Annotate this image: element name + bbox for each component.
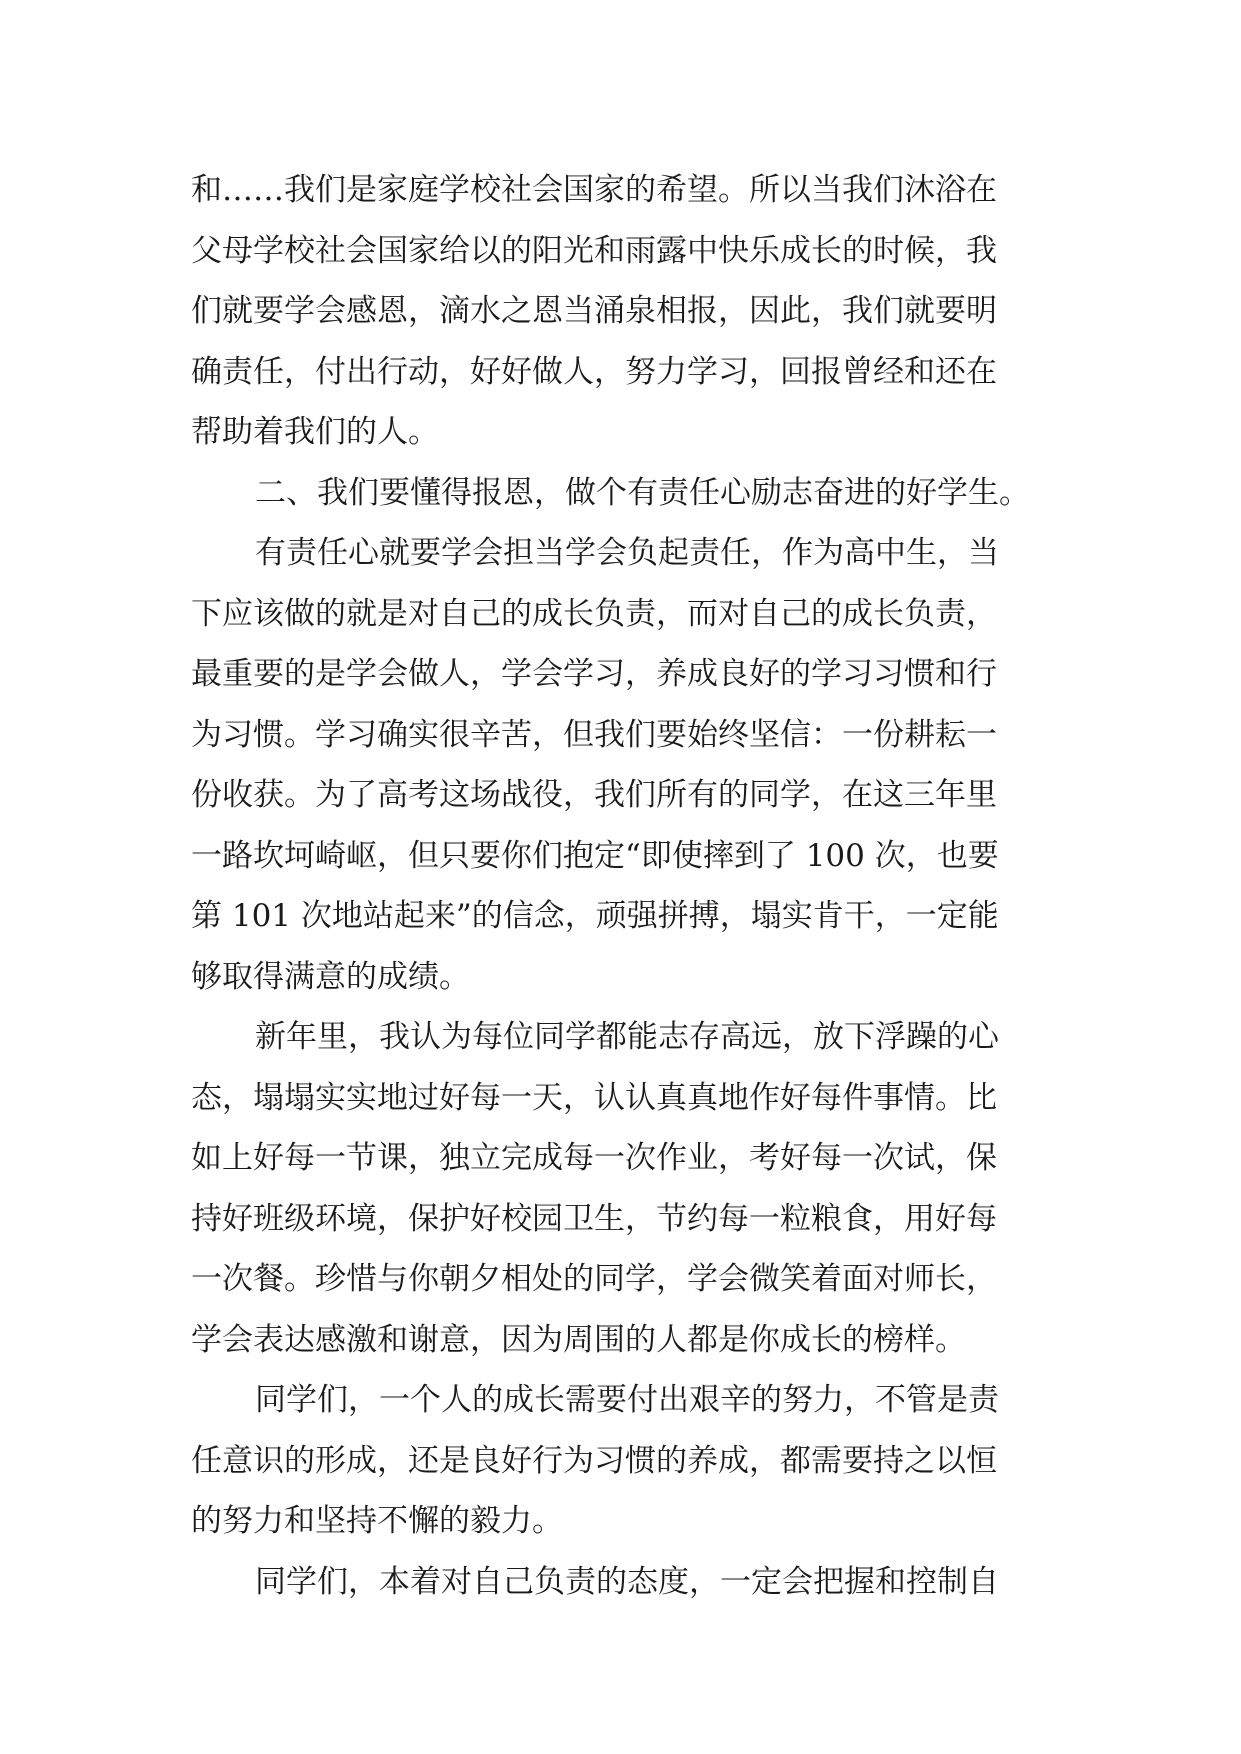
text-line: 下应该做的就是对自己的成长负责，而对自己的成长负责，	[191, 595, 997, 632]
text-line: 为习惯。学习确实很辛苦，但我们要始终坚信：一份耕耘一	[191, 716, 997, 753]
text-line: 有责任心就要学会担当学会负起责任，作为高中生，当	[255, 535, 999, 571]
text-line: 父母学校社会国家给以的阳光和雨露中快乐成长的时候，我	[191, 232, 997, 269]
text-line: 态，塌塌实实地过好每一天，认认真真地作好每件事情。比	[191, 1079, 997, 1116]
text-line: 任意识的形成，还是良好行为习惯的养成，都需要持之以恒	[191, 1442, 997, 1479]
text-line: 如上好每一节课，独立完成每一次作业，考好每一次试，保	[191, 1140, 997, 1176]
text-line: 一次餐。珍惜与你朝夕相处的同学，学会微笑着面对师长，	[191, 1261, 997, 1297]
text-line: 和……我们是家庭学校社会国家的希望。所以当我们沐浴在	[191, 172, 997, 208]
text-line: 持好班级环境，保护好校园卫生，节约每一粒粮食，用好每	[191, 1200, 997, 1237]
text-line: 学会表达感激和谢意，因为周围的人都是你成长的榜样。	[191, 1321, 966, 1358]
text-line: 同学们，本着对自己负责的态度，一定会把握和控制自	[255, 1563, 999, 1600]
text-line: 一路坎坷崎岖，但只要你们抱定“即使摔到了 100 次，也要	[191, 837, 999, 874]
text-line: 同学们，一个人的成长需要付出艰辛的努力，不管是责	[255, 1382, 999, 1418]
document-body	[191, 160, 1051, 1612]
text-line: 第 101 次地站起来”的信念，顽强拼搏，塌实肯干，一定能	[191, 898, 999, 934]
text-line: 们就要学会感恩，滴水之恩当涌泉相报，因此，我们就要明	[191, 293, 997, 329]
text-line: 新年里，我认为每位同学都能志存高远，放下浮躁的心	[255, 1019, 999, 1055]
text-line: 最重要的是学会做人，学会学习，养成良好的学习习惯和行	[191, 656, 997, 692]
text-line: 的努力和坚持不懈的毅力。	[191, 1503, 563, 1539]
section-heading: 二、我们要懂得报恩，做个有责任心励志奋进的好学生。	[255, 474, 1030, 511]
text-line: 确责任，付出行动，好好做人，努力学习，回报曾经和还在	[191, 353, 997, 390]
text-line: 份收获。为了高考这场战役，我们所有的同学，在这三年里	[191, 777, 997, 813]
text-line: 够取得满意的成绩。	[191, 958, 470, 995]
text-line: 帮助着我们的人。	[191, 414, 439, 450]
